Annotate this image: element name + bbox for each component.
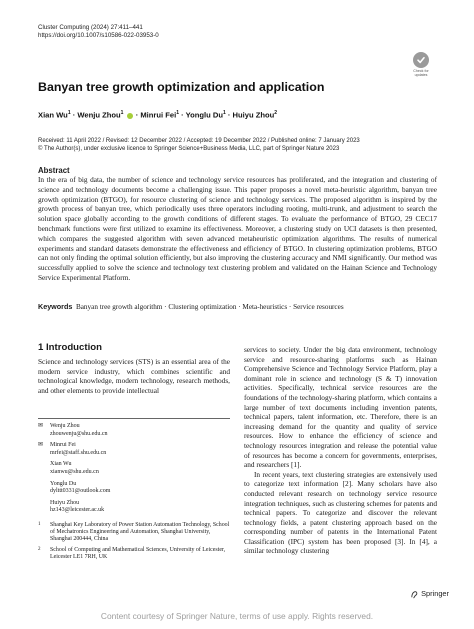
affiliation-entry: [38, 547, 230, 561]
affiliation-number: 2: [38, 546, 41, 552]
affiliation-entry: [38, 522, 230, 544]
courtesy-notice: Content courtesy of Springer Nature, terms of use apply. Rights reserved.: [100, 611, 374, 621]
contact-entry: [38, 481, 230, 496]
mail-icon: ✉: [38, 442, 44, 449]
contact-name: Huiyu Zhou: [50, 499, 80, 506]
journal-name: Cluster Computing (2024) 27:411–441: [38, 24, 143, 31]
publisher-name: Springer: [421, 589, 449, 598]
author-contacts: [38, 423, 230, 564]
history-dates: Received: 11 April 2022 / Revised: 12 December 2022 / Accepted: 19 December 2022 / Published online: 7 January 2023: [38, 138, 360, 144]
footnote-divider: [38, 418, 230, 419]
author-name[interactable]: Wenju Zhou: [77, 110, 121, 120]
check-updates-caption: Check for updates: [413, 69, 429, 78]
mail-icon: ✉: [38, 423, 44, 429]
intro-right-column: [244, 345, 437, 556]
contact-entry: [38, 500, 230, 515]
publication-history: [38, 137, 360, 153]
author-affiliation-mark: 1: [223, 110, 226, 116]
author-affiliation-mark: 2: [274, 110, 278, 116]
abstract-heading: Abstract: [38, 166, 70, 175]
abstract-text: In the era of big data, the number of science and technology service resources has proliferated, and the integration and clustering of science and technology documents become a challenging issue. This paper proposes a novel meta-heuristic algorithm, banyan tree growth optimization (BTGO), for resource clustering of science and technology services. The proposed algorithm is inspired by the growth process of banyan tree, which periodically uses three operators including rooting, multi-trunk, and adjustment to search the solution space globally according to the growth conditions of different stages. To evaluate the performance of BTGO, 29 CEC17 benchmark functions were first utilized to examine its effectiveness. Moreover, a clustering study on UCI datasets is then presented, which compares the suggested algorithm with seven advanced metaheuristic optimization algorithms. The results of numerical experiments and standard datasets demonstrate the effectiveness and efficiency of BTGO. In clustering optimization problems, BTGO can not only finding the optimal solution efficiently, but also improving the clustering accuracy and NMI significantly. Our method was successfully applied to solve the science and technology text clustering problem and validated on the Hainan Science and Technology Service Experimental Platform.: [38, 175, 437, 282]
keywords-label: Keywords: [38, 302, 73, 311]
contact-email[interactable]: mrfei@staff.shu.edu.cn: [50, 449, 107, 456]
copyright-line: © The Author(s), under exclusive licence to Springer Science+Business Media, LLC, part of Springer Nature 2023: [38, 146, 340, 152]
keywords: [38, 302, 437, 312]
contact-email[interactable]: hz143@leicester.ac.uk: [50, 507, 105, 514]
author-name[interactable]: Xian Wu: [38, 110, 68, 120]
contact-entry: [38, 442, 230, 457]
affiliation-number: 1: [38, 521, 41, 527]
author-name[interactable]: Minrui Fei: [140, 110, 177, 120]
contact-email[interactable]: dylttt0331@outlook.com: [50, 488, 111, 495]
author-name[interactable]: Yonglu Du: [185, 110, 223, 120]
author-affiliation-mark: 1: [67, 110, 71, 116]
keywords-list: Banyan tree growth algorithm · Clustering optimization · Meta-heuristics · Service resources: [75, 303, 344, 311]
intro-left-paragraph: Science and technology services (STS) is an essential area of the modern service industry, which combines scientific and technological knowledge, modern technology, research methods, and other elements to provide intellectual: [38, 357, 230, 395]
contact-entry: [38, 461, 230, 476]
contact-name: Minrui Fei: [50, 442, 76, 449]
journal-citation: [38, 24, 159, 40]
check-updates-icon: [413, 52, 429, 68]
publisher-logo: [410, 589, 449, 599]
contact-name: Xian Wu: [50, 461, 72, 468]
intro-right-paragraph: services to society. Under the big data environment, technology service and resource-sharing platforms such as Hainan Comprehensive Science and Technology Service Platform, play a dominant role in science and technology (S & T) innovation activities. Specifically, technical service resources are the foundations of the technology-sharing platform, which contains a large number of text documents including invention patents, technical papers, talent information, etc. Therefore, there is an increasing demand for the quantity and quality of service resources. How to enhance the efficiency of science and technology resources integration and release the potential value of resources has become a concern for governments, enterprises, and researchers [1].: [244, 345, 437, 470]
article-title: Banyan tree growth optimization and application: [38, 80, 325, 94]
contact-email[interactable]: zhouwenju@shu.edu.cn: [50, 430, 108, 437]
author-name[interactable]: Huiyu Zhou: [232, 110, 275, 120]
contact-name: Yonglu Du: [50, 480, 77, 487]
contact-email[interactable]: xianwu@shu.edu.cn: [50, 468, 99, 475]
intro-right-paragraph: In recent years, text clustering strategies are extensively used to categorize text information [2]. Many scholars have also conducted relevant research on technology service resource integration techniques, such as clustering schemes for patents and technical papers. To categorize and discover the relevant technology fields, a patent clustering approach based on the corresponding number of patents in the International Patent Classification (IPC) system has been proposed [3]. In [4], a similar technology clustering: [244, 469, 437, 556]
contact-name: Wenju Zhou: [50, 423, 80, 429]
orcid-icon[interactable]: [127, 113, 133, 119]
contact-entry: [38, 423, 230, 438]
springer-horse-icon: [410, 590, 419, 599]
section-heading: 1 Introduction: [38, 342, 102, 353]
author-list: Xian $Wu^1$ · Wenju Zhou$^1$ · Minrui Fei$^1$ · Yonglu $Du^1$ · Huiyu Zhou$^2$: [38, 110, 278, 120]
author-affiliation-mark: 1: [176, 110, 179, 116]
check-for-updates-badge[interactable]: [408, 52, 434, 77]
doi-link[interactable]: https://doi.org/10.1007/s10586-022-03953-0: [38, 32, 159, 39]
author-affiliation-mark: 1: [120, 110, 124, 116]
affiliation-text: Shanghai Key Laboratory of Power Station Automation Technology, School of Mechatronics Engineering and Automation, Shanghai University, Shanghai 200444, China: [50, 521, 230, 543]
affiliation-text: School of Computing and Mathematical Sciences, University of Leicester, Leicester LE1 7RH, UK: [50, 546, 226, 560]
